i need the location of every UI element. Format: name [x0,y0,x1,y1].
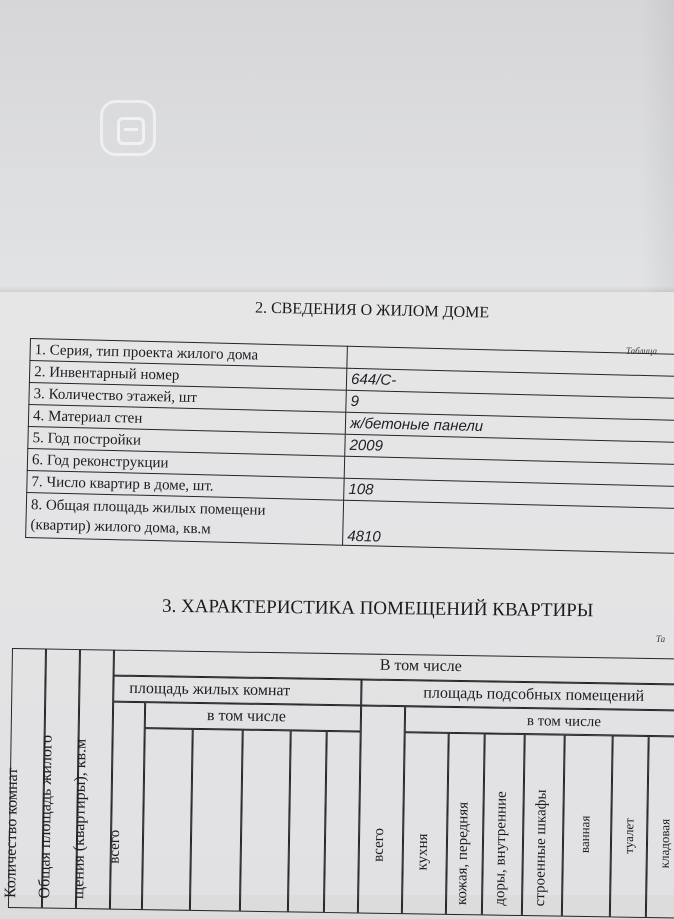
aux-all-label: всего [370,827,388,862]
row-label: 4. Материал стен [28,404,346,434]
incl1-header: в том числе [206,707,287,726]
incl2-header: в том числе [526,713,602,731]
row-label: 5. Год постройки [28,426,346,456]
row-label: 3. Количество этажей, шт [29,382,347,412]
section-3-title: 3. ХАРАКТЕРИСТИКА ПОМЕЩЕНИЙ КВАРТИРЫ [161,595,594,622]
rooms-count-label: Количество комнат [2,767,22,899]
section-2-title: 2. СВЕДЕНИЯ О ЖИЛОМ ДОМЕ [254,299,490,322]
page-fold-shadow [640,0,674,292]
bath-label: ванная [576,815,593,854]
corridors-label: доры, внутренние [492,791,510,906]
aux-sub-col-kitchen [402,732,449,915]
living-sub-col [324,731,361,914]
living-sub-col [190,729,243,912]
row-label: 6. Год реконструкции [27,448,345,478]
row-value: 9 [346,390,674,421]
aux-area-header: площадь подсобных помещений [423,684,645,705]
kitchen-label: кухня [414,833,432,871]
aux-all-cell [358,705,405,914]
premises-area-label: щения (квартиры), кв.м [70,738,90,900]
row-value: 2009 [345,434,674,465]
living-sub-col [142,728,193,911]
row-value: 644/С- [346,368,674,399]
row-label-line-2: (квартир) жилого дома, кв.м [30,517,211,538]
logo-mark-icon [117,117,145,145]
row-label: 2. Инвентарный номер [29,361,347,391]
toilet-label: туалет [620,817,637,854]
house-info-table [25,338,674,555]
table-tag-1: Таблица [626,346,658,356]
row-value: 108 [344,478,674,509]
row-label: 1. Серия, тип проекта жилого дома [30,339,348,369]
pantry-label: кладовая [656,818,673,869]
living-all-cell [110,702,145,910]
back-page [0,0,674,292]
living-sub-col [240,730,291,913]
living-all-label: всего [106,829,124,864]
hall-label: кожая, передняя [454,801,472,906]
closets-label: строенные шкафы [532,789,550,907]
watermark-logo-icon [100,100,156,156]
row-value: 4810 [343,500,674,554]
living-area-header: площадь жилых комнат [129,679,291,700]
row-label: 7. Число квартир в доме, шт. [27,470,345,500]
living-sub-col [288,730,327,913]
in-total-header: В том числе [379,656,462,676]
total-area-label: Общая площадь жилого [36,734,56,899]
row-label [26,492,344,545]
row-value: ж/бетоные панели [345,412,674,443]
row-label-line-1: 8. Общая площадь жилых помещени [30,497,266,519]
apartment-rooms-table [2,648,674,919]
table-tag-2: Та [656,634,666,644]
